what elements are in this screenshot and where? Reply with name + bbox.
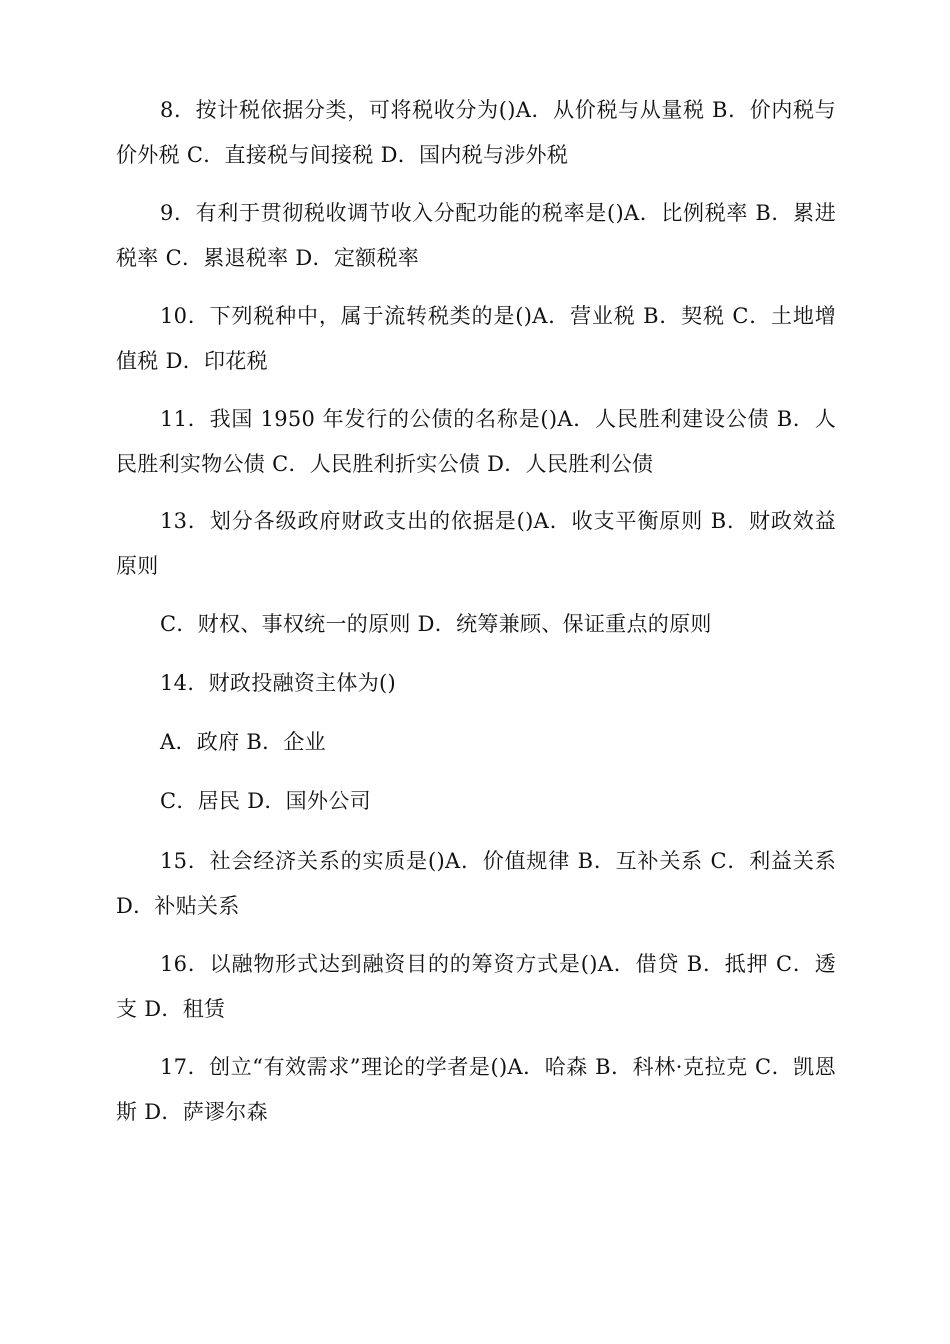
- question-15: 15．社会经济关系的实质是()A．价值规律 B．互补关系 C．利益关系 D．补贴关系: [116, 849, 836, 918]
- question-14-options-cd: C．居民 D．国外公司: [160, 789, 371, 813]
- question-14-options-ab: A．政府 B．企业: [160, 730, 326, 754]
- question-9: 9．有利于贯彻税收调节收入分配功能的税率是()A．比例税率 B．累进税率 C．累退税率 D．定额税率: [116, 201, 836, 270]
- question-17: 17．创立“有效需求”理论的学者是()A．哈森 B．科林·克拉克 C．凯恩斯 D．萨谬尔森: [116, 1055, 836, 1124]
- question-13: 13．划分各级政府财政支出的依据是()A．收支平衡原则 B．财政效益原则: [116, 509, 836, 578]
- question-8: 8．按计税依据分类，可将税收分为()A．从价税与从量税 B．价内税与价外税 C．直接税与间接税 D．国内税与涉外税: [116, 98, 836, 167]
- question-10: 10．下列税种中，属于流转税类的是()A．营业税 B．契税 C．土地增值税 D．印花税: [116, 304, 836, 373]
- question-14: 14．财政投融资主体为(): [160, 671, 397, 695]
- question-11: 11．我国 1950 年发行的公债的名称是()A．人民胜利建设公债 B．人民胜利实物公债 C．人民胜利折实公债 D．人民胜利公债: [116, 407, 836, 476]
- question-16: 16．以融物形式达到融资目的的筹资方式是()A．借贷 B．抵押 C．透支 D．租赁: [116, 952, 836, 1021]
- question-13-options: C．财权、事权统一的原则 D．统筹兼顾、保证重点的原则: [160, 612, 712, 636]
